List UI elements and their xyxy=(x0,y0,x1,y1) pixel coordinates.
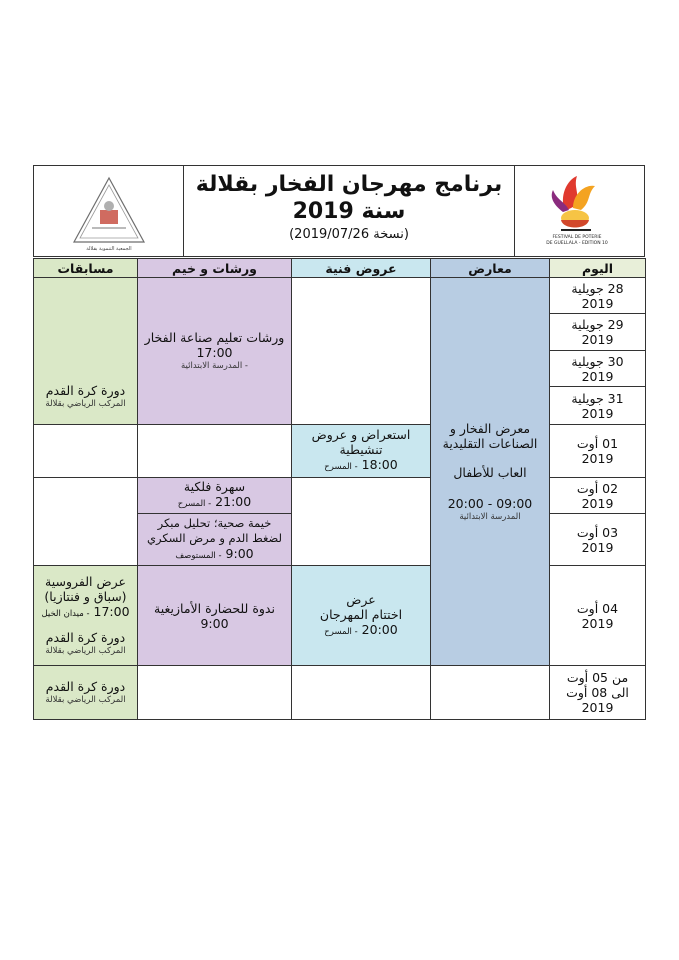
competition-horse-cell: عرض الفروسية (سباق و فنتازيا) 17:00 - ميدان الخيل دورة كرة القدم المركب الرياضي بقلالة xyxy=(34,566,138,666)
day-cell: من 05 أوت الى 08 أوت 2019 xyxy=(550,666,646,720)
table-row xyxy=(34,566,646,666)
empty-cell xyxy=(34,478,138,566)
empty-cell xyxy=(292,666,431,720)
day-cell: 03 أوت 2019 xyxy=(550,514,646,566)
table-row xyxy=(34,425,646,478)
svg-text:DE GUELLALA - EDITION 10: DE GUELLALA - EDITION 10 xyxy=(546,241,608,246)
day-cell: 02 أوت 2019 xyxy=(550,478,646,514)
version-note: (نسخة 2019/07/26) xyxy=(289,227,409,242)
day-cell: 29 جويلية 2019 xyxy=(550,314,646,351)
show-parade-cell: استعراض و عروض تنشيطية 18:00 - المسرح xyxy=(292,425,431,478)
empty-cell xyxy=(431,666,550,720)
empty-cell xyxy=(292,278,431,425)
table-row xyxy=(34,666,646,720)
empty-cell xyxy=(34,425,138,478)
col-header-competitions: مسابقات xyxy=(34,259,138,278)
page-title: برنامج مهرجان الفخار بقلالة xyxy=(195,172,503,197)
program-header xyxy=(33,165,645,257)
day-cell: 01 أوت 2019 xyxy=(550,425,646,478)
day-cell: 28 جويلية 2019 xyxy=(550,278,646,314)
show-closing-cell: عرض اختتام المهرجان 20:00 - المسرح xyxy=(292,566,431,666)
col-header-day: اليوم xyxy=(550,259,646,278)
page-year: سنة 2019 xyxy=(292,199,406,224)
competition-football-cell: دورة كرة القدم المركب الرياضي بقلالة xyxy=(34,278,138,425)
expo-cell: معرض الفخار و الصناعات التقليدية العاب للأطفال 09:00 - 20:00 المدرسة الابتدائية xyxy=(431,278,550,666)
festival-logo-box xyxy=(514,166,644,256)
day-cell: 04 أوت 2019 xyxy=(550,566,646,666)
workshop-health-cell: خيمة صحية؛ تحليل مبكر لضغط الدم و مرض السكري 9:00 - المستوصف xyxy=(138,514,292,566)
competition-football-cell: دورة كرة القدم المركب الرياضي بقلالة xyxy=(34,666,138,720)
workshop-pottery-cell: ورشات تعليم صناعة الفخار 17:00 - المدرسة الابتدائية xyxy=(138,278,292,425)
empty-cell xyxy=(138,666,292,720)
col-header-workshops: ورشات و خيم xyxy=(138,259,292,278)
table-row xyxy=(34,478,646,514)
workshop-folk-cell: سهرة فلكية 21:00 - المسرح xyxy=(138,478,292,514)
festival-logo-icon xyxy=(515,166,645,256)
program-table xyxy=(33,258,646,720)
header-title-block xyxy=(184,166,514,256)
table-row xyxy=(34,278,646,314)
col-header-expos: معارض xyxy=(431,259,550,278)
association-logo-box xyxy=(34,166,184,256)
svg-text:FESTIVAL DE POTERIE: FESTIVAL DE POTERIE xyxy=(552,235,602,240)
day-cell: 31 جويلية 2019 xyxy=(550,387,646,425)
empty-cell xyxy=(138,425,292,478)
association-triangle-logo-icon xyxy=(34,166,184,256)
workshop-symposium-cell: ندوة للحضارة الأمازيغية 9:00 xyxy=(138,566,292,666)
col-header-shows: عروض فنية xyxy=(292,259,431,278)
table-header-row xyxy=(34,259,646,278)
day-cell: 30 جويلية 2019 xyxy=(550,351,646,387)
svg-text:الجمعية التنموية بقلالة: الجمعية التنموية بقلالة xyxy=(86,246,132,252)
empty-cell xyxy=(292,478,431,566)
